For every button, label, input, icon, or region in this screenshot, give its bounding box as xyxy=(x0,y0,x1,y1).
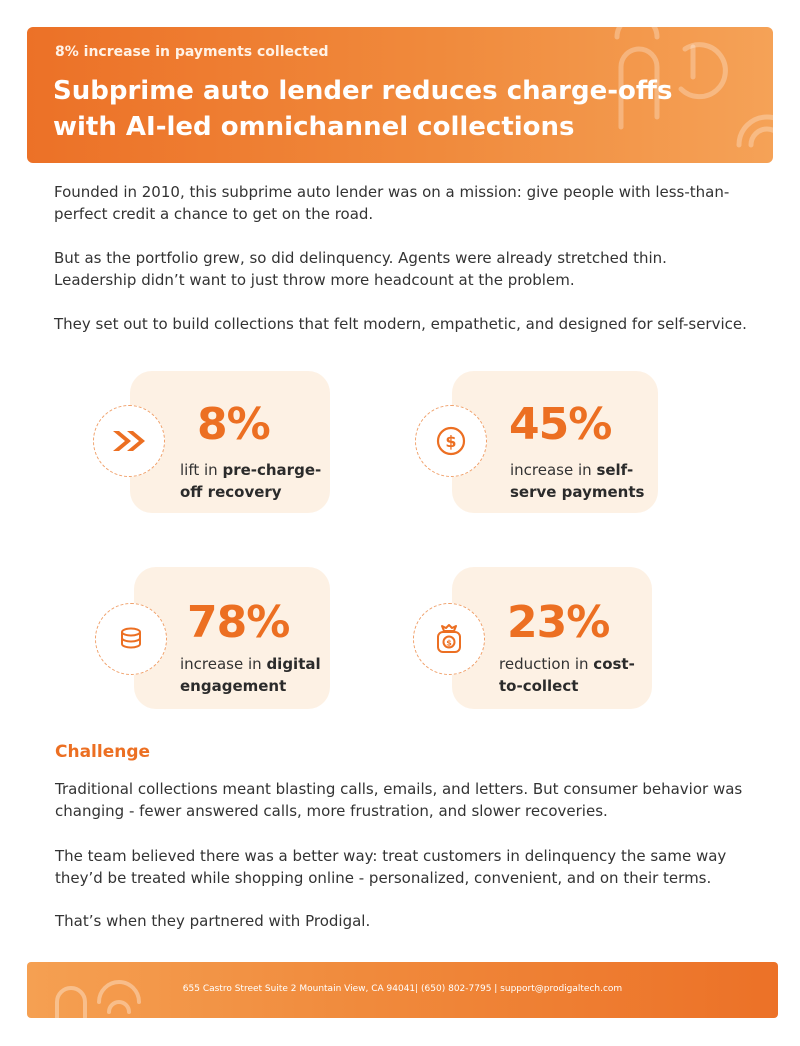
intro-paragraph-3: They set out to build collections that felt modern, empathetic, and designed for self-service. xyxy=(54,315,747,333)
stat-label-4: reduction in cost-to-collect xyxy=(499,655,635,695)
stat-label-1: lift in pre-charge-off recovery xyxy=(180,461,322,501)
intro-paragraph-1: Founded in 2010, this subprime auto lender was on a mission: give people with less-than-perfect credit a chance to get on the road. xyxy=(54,183,730,223)
dollar-circle-icon xyxy=(415,405,487,477)
challenge-paragraph-1: Traditional collections meant blasting calls, emails, and letters. But consumer behavior was changing - fewer answered calls, more frustration, and slower recoveries. xyxy=(55,780,743,820)
challenge-paragraph-3: That’s when they partnered with Prodigal. xyxy=(55,912,371,930)
stat-value-1: 8% xyxy=(197,399,270,450)
stat-label-2: increase in self-serve payments xyxy=(510,461,645,501)
stat-value-2: 45% xyxy=(509,399,612,450)
stat-label-3: increase in digital engagement xyxy=(180,655,321,695)
intro-paragraph-2: But as the portfolio grew, so did delinquency. Agents were already stretched thin. Leadership didn’t want to just throw more headcount at the problem. xyxy=(54,249,667,289)
stat-value-4: 23% xyxy=(507,597,610,648)
money-bag-icon xyxy=(413,603,485,675)
header-banner xyxy=(27,27,773,163)
double-chevron-right-icon xyxy=(93,405,165,477)
header-eyebrow: 8% increase in payments collected xyxy=(55,44,329,60)
page-title: Subprime auto lender reduces charge-offs with AI-led omnichannel collections xyxy=(53,76,673,142)
footer-contact: 655 Castro Street Suite 2 Mountain View, CA 94041| (650) 802-7795 | support@prodigaltech.com xyxy=(182,984,623,994)
svg-text:$: $ xyxy=(445,432,457,451)
challenge-heading: Challenge xyxy=(55,742,151,762)
footer-bar xyxy=(27,962,778,1018)
stat-value-3: 78% xyxy=(187,597,290,648)
challenge-paragraph-2: The team believed there was a better way: treat customers in delinquency the same way they’d be treated while shopping online - personalized, convenient, and on their terms. xyxy=(55,847,727,887)
coin-stack-icon xyxy=(95,603,167,675)
svg-text:$: $ xyxy=(446,638,452,648)
